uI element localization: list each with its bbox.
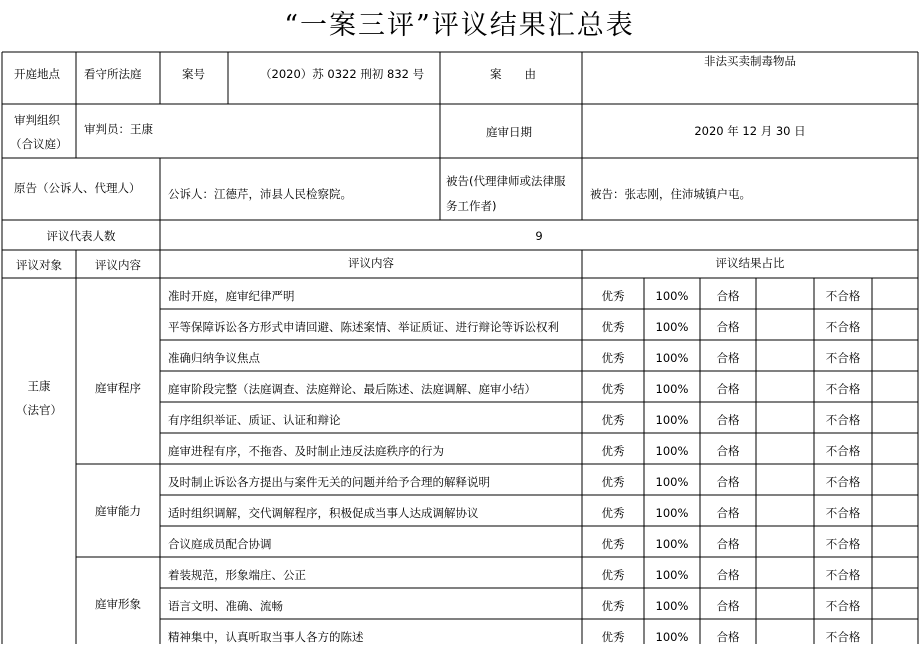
cause-label: 案 由	[490, 67, 536, 81]
tribunal-label: 审判组织	[14, 113, 60, 127]
good-label: 优秀	[601, 320, 625, 334]
bad-label: 不合格	[825, 630, 861, 644]
col-content-cat: 评议内容	[95, 258, 141, 272]
bad-label: 不合格	[825, 351, 861, 365]
good-label: 优秀	[601, 506, 625, 520]
reps-label: 评议代表人数	[46, 229, 116, 243]
item-text: 平等保障诉讼各方形式申请回避、陈述案情、举证质证、进行辩论等诉讼权利	[168, 320, 559, 334]
category-name: 庭审形象	[95, 597, 141, 611]
good-percent: 100%	[655, 444, 689, 458]
plaintiff-value: 公诉人：江德芹，沛县人民检察院。	[168, 187, 352, 201]
good-percent: 100%	[655, 568, 689, 582]
defendant-value: 被告：张志刚，住沛城镇户屯。	[590, 187, 751, 201]
good-label: 优秀	[601, 413, 625, 427]
date-label: 庭审日期	[486, 125, 532, 139]
col-target: 评议对象	[16, 258, 62, 272]
good-percent: 100%	[655, 506, 689, 520]
item-text: 庭审阶段完整（法庭调查、法庭辩论、最后陈述、法庭调解、庭审小结）	[168, 382, 536, 396]
item-text: 适时组织调解，交代调解程序，积极促成当事人达成调解协议	[168, 506, 479, 520]
ok-label: 合格	[716, 506, 740, 520]
item-text: 合议庭成员配合协调	[168, 537, 272, 551]
good-label: 优秀	[601, 351, 625, 365]
bad-label: 不合格	[825, 382, 861, 396]
plaintiff-label: 原告（公诉人、代理人）	[14, 181, 141, 195]
bad-label: 不合格	[825, 537, 861, 551]
bad-label: 不合格	[825, 413, 861, 427]
good-label: 优秀	[601, 444, 625, 458]
ok-label: 合格	[716, 537, 740, 551]
good-label: 优秀	[601, 630, 625, 644]
good-percent: 100%	[655, 320, 689, 334]
case-no-value: （2020）苏 0322 刑初 832 号	[260, 67, 425, 81]
bad-label: 不合格	[825, 289, 861, 303]
subject-name: 王康	[27, 379, 51, 393]
judge-value: 审判员：王康	[84, 122, 153, 136]
good-percent: 100%	[655, 289, 689, 303]
date-value: 2020 年 12 月 30 日	[694, 124, 806, 138]
good-percent: 100%	[655, 351, 689, 365]
bad-label: 不合格	[825, 506, 861, 520]
item-text: 精神集中，认真听取当事人各方的陈述	[168, 630, 364, 644]
item-text: 及时制止诉讼各方提出与案件无关的问题并给予合理的解释说明	[168, 475, 490, 489]
good-percent: 100%	[655, 413, 689, 427]
good-label: 优秀	[601, 537, 625, 551]
case-no-label: 案号	[182, 67, 205, 81]
category-name: 庭审能力	[95, 504, 141, 518]
col-content: 评议内容	[348, 256, 394, 270]
defendant-label: 被告(代理律师或法律服	[446, 174, 566, 188]
cause-value: 非法买卖制毒物品	[704, 54, 796, 68]
ok-label: 合格	[716, 630, 740, 644]
bad-label: 不合格	[825, 475, 861, 489]
ok-label: 合格	[716, 475, 740, 489]
venue-value: 看守所法庭	[84, 67, 142, 81]
good-percent: 100%	[655, 630, 689, 644]
bad-label: 不合格	[825, 599, 861, 613]
item-text: 准确归纳争议焦点	[168, 351, 260, 365]
ok-label: 合格	[716, 568, 740, 582]
good-label: 优秀	[601, 475, 625, 489]
tribunal-label-2: （合议庭）	[10, 137, 68, 151]
reps-value: 9	[535, 229, 543, 243]
subject-role: （法官）	[16, 403, 62, 417]
ok-label: 合格	[716, 351, 740, 365]
ok-label: 合格	[716, 413, 740, 427]
ok-label: 合格	[716, 444, 740, 458]
page-title: “一案三评”评议结果汇总表	[284, 10, 635, 41]
venue-label: 开庭地点	[14, 67, 60, 81]
good-percent: 100%	[655, 475, 689, 489]
good-percent: 100%	[655, 382, 689, 396]
good-label: 优秀	[601, 382, 625, 396]
item-text: 准时开庭，庭审纪律严明	[168, 289, 295, 303]
ok-label: 合格	[716, 320, 740, 334]
col-ratio: 评议结果占比	[715, 256, 785, 270]
category-name: 庭审程序	[95, 381, 141, 395]
ok-label: 合格	[716, 382, 740, 396]
good-percent: 100%	[655, 599, 689, 613]
item-text: 庭审进程有序，不拖沓、及时制止违反法庭秩序的行为	[168, 444, 444, 458]
defendant-label-2: 务工作者)	[446, 199, 497, 213]
good-label: 优秀	[601, 599, 625, 613]
good-label: 优秀	[601, 289, 625, 303]
good-label: 优秀	[601, 568, 625, 582]
bad-label: 不合格	[825, 568, 861, 582]
ok-label: 合格	[716, 289, 740, 303]
item-text: 语言文明、准确、流畅	[168, 599, 283, 613]
bad-label: 不合格	[825, 444, 861, 458]
item-text: 着装规范，形象端庄、公正	[168, 568, 306, 582]
good-percent: 100%	[655, 537, 689, 551]
ok-label: 合格	[716, 599, 740, 613]
item-text: 有序组织举证、质证、认证和辩论	[168, 413, 341, 427]
bad-label: 不合格	[825, 320, 861, 334]
